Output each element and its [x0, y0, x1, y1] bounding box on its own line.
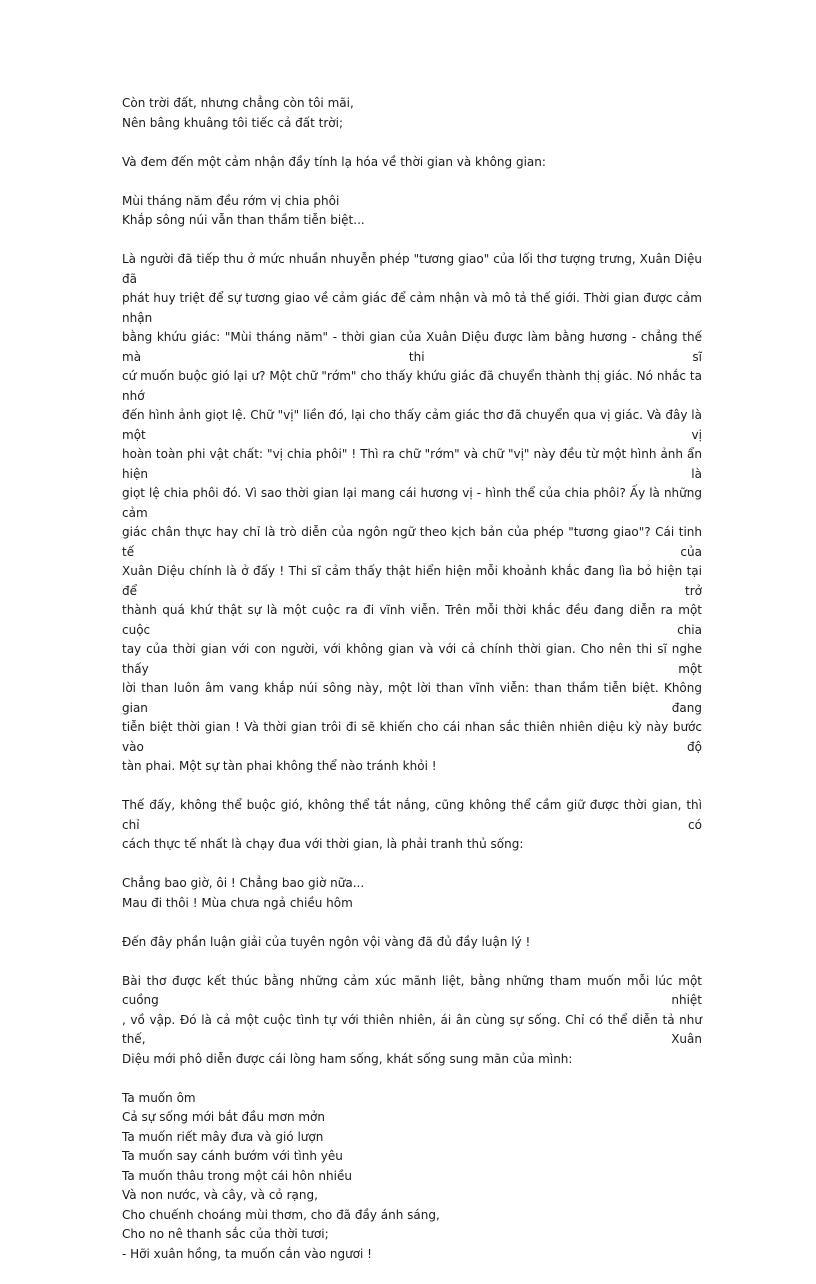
verse-line: Còn trời đất, nhưng chẳng còn tôi mãi, — [122, 96, 354, 110]
verse-line: Ta muốn thâu trong một cái hôn nhiều — [122, 1168, 352, 1183]
text-line: tay của thời gian với con người, với không gian và với cả chính thời gian. Cho nên thi sĩ nghe thấy một — [122, 642, 702, 676]
verse-line: Ta muốn ôm — [122, 1090, 196, 1105]
poem-stanza-2 — [122, 192, 702, 231]
paragraph-ending — [122, 972, 702, 1070]
poem-stanza-3 — [122, 874, 702, 913]
text-line: Thế đấy, không thể buộc gió, không thể tắt nắng, cũng không thể cầm giữ được thời gian, thì chỉ có — [122, 798, 702, 832]
text-line: tiễn biệt thời gian ! Và thời gian trôi đi sẽ khiến cho cái nhan sắc thiên nhiên diệu kỳ này bước vào độ — [122, 720, 702, 754]
text-line: lời than luôn âm vang khắp núi sông này, một lời than vĩnh viễn: than thầm tiễn biệt. Không gian đang — [122, 681, 702, 715]
verse-line: Khắp sông núi vẫn than thầm tiễn biệt... — [122, 213, 365, 227]
paragraph-intro — [122, 153, 702, 173]
verse-line: Mau đi thôi ! Mùa chưa ngả chiều hôm — [122, 895, 353, 910]
paragraph-conclusion — [122, 933, 702, 953]
paragraph-race-with-time — [122, 796, 702, 855]
verse-line: Mùi tháng năm đều rớm vị chia phôi — [122, 193, 340, 208]
verse-line: Và non nước, và cây, và cỏ rạng, — [122, 1188, 318, 1202]
text-line: Là người đã tiếp thu ở mức nhuần nhuyễn phép "tương giao" của lối thơ tượng trưng, Xuân Diệu đã — [122, 252, 702, 286]
text-line: giác chân thực hay chỉ là trò diễn của ngôn ngữ theo kịch bản của phép "tương giao"? Cái tinh tế của — [122, 525, 702, 559]
text-line: cứ muốn buộc gió lại ư? Một chữ "rớm" cho thấy khứu giác đã chuyển thành thị giác. Nó nhắc ta nhớ — [122, 369, 702, 403]
text-line: giọt lệ chia phôi đó. Vì sao thời gian lại mang cái hương vị - hình thể của chia phôi? Ấy là những cảm — [122, 486, 702, 520]
verse-line: - Hỡi xuân hồng, ta muốn cắn vào ngươi ! — [122, 1246, 372, 1261]
text-line: Xuân Diệu chính là ở đấy ! Thi sĩ cảm thấy thật hiển hiện mỗi khoảnh khắc đang lìa bỏ hiện tại để trở — [122, 564, 702, 598]
verse-line: Cho chuếnh choáng mùi thơm, cho đã đầy ánh sáng, — [122, 1207, 440, 1222]
text-line: bằng khứu giác: "Mùi tháng năm" - thời gian của Xuân Diệu được làm bằng hương - chẳng thế mà thi sĩ — [122, 330, 702, 364]
text-line: Bài thơ được kết thúc bằng những cảm xúc mãnh liệt, bằng những tham muốn mỗi lúc một cuồng nhiệt — [122, 973, 702, 1007]
document-body — [122, 94, 702, 1284]
text-line: Và đem đến một cảm nhận đầy tính lạ hóa về thời gian và không gian: — [122, 154, 546, 169]
verse-line: Cả sự sống mới bắt đầu mơn mởn — [122, 1110, 325, 1124]
text-line: thành quá khứ thật sự là một cuộc ra đi vĩnh viễn. Trên mỗi thời khắc đều đang diễn ra một cuộc chia — [122, 603, 702, 637]
verse-line: Ta muốn riết mây đưa và gió lượn — [122, 1129, 324, 1144]
text-line: Diệu mới phô diễn được cái lòng ham sống, khát sống sung mãn của mình: — [122, 1051, 573, 1066]
verse-line: Ta muốn say cánh bướm với tình yêu — [122, 1149, 343, 1163]
poem-stanza-1 — [122, 94, 702, 133]
text-line: , vồ vập. Đó là cả một cuộc tình tự với thiên nhiên, ái ân cùng sự sống. Chỉ có thể diễn tả như thế, Xuân — [122, 1012, 702, 1046]
poem-stanza-4 — [122, 1089, 702, 1265]
text-line: tàn phai. Một sự tàn phai không thể nào tránh khỏi ! — [122, 759, 437, 773]
text-line: Đến đây phần luận giải của tuyên ngôn vội vàng đã đủ đầy luận lý ! — [122, 934, 531, 949]
text-line: cách thực tế nhất là chạy đua với thời gian, là phải tranh thủ sống: — [122, 837, 524, 851]
text-line: phát huy triệt để sự tương giao về cảm giác để cảm nhận và mô tả thế giới. Thời gian được cảm nhận — [122, 291, 702, 325]
paragraph-analysis — [122, 250, 702, 777]
text-line: đến hình ảnh giọt lệ. Chữ "vị" liền đó, lại cho thấy cảm giác thơ đã chuyển qua vị giác. Và đây là một vị — [122, 408, 702, 442]
text-line: hoàn toàn phi vật chất: "vị chia phôi" ! Thì ra chữ "rớm" và chữ "vị" này đều từ một hình ảnh ẩn hiện là — [122, 447, 702, 481]
verse-line: Nên bâng khuâng tôi tiếc cả đất trời; — [122, 115, 343, 130]
verse-line: Cho no nê thanh sắc của thời tươi; — [122, 1227, 329, 1241]
verse-line: Chẳng bao giờ, ôi ! Chẳng bao giờ nữa... — [122, 876, 365, 890]
